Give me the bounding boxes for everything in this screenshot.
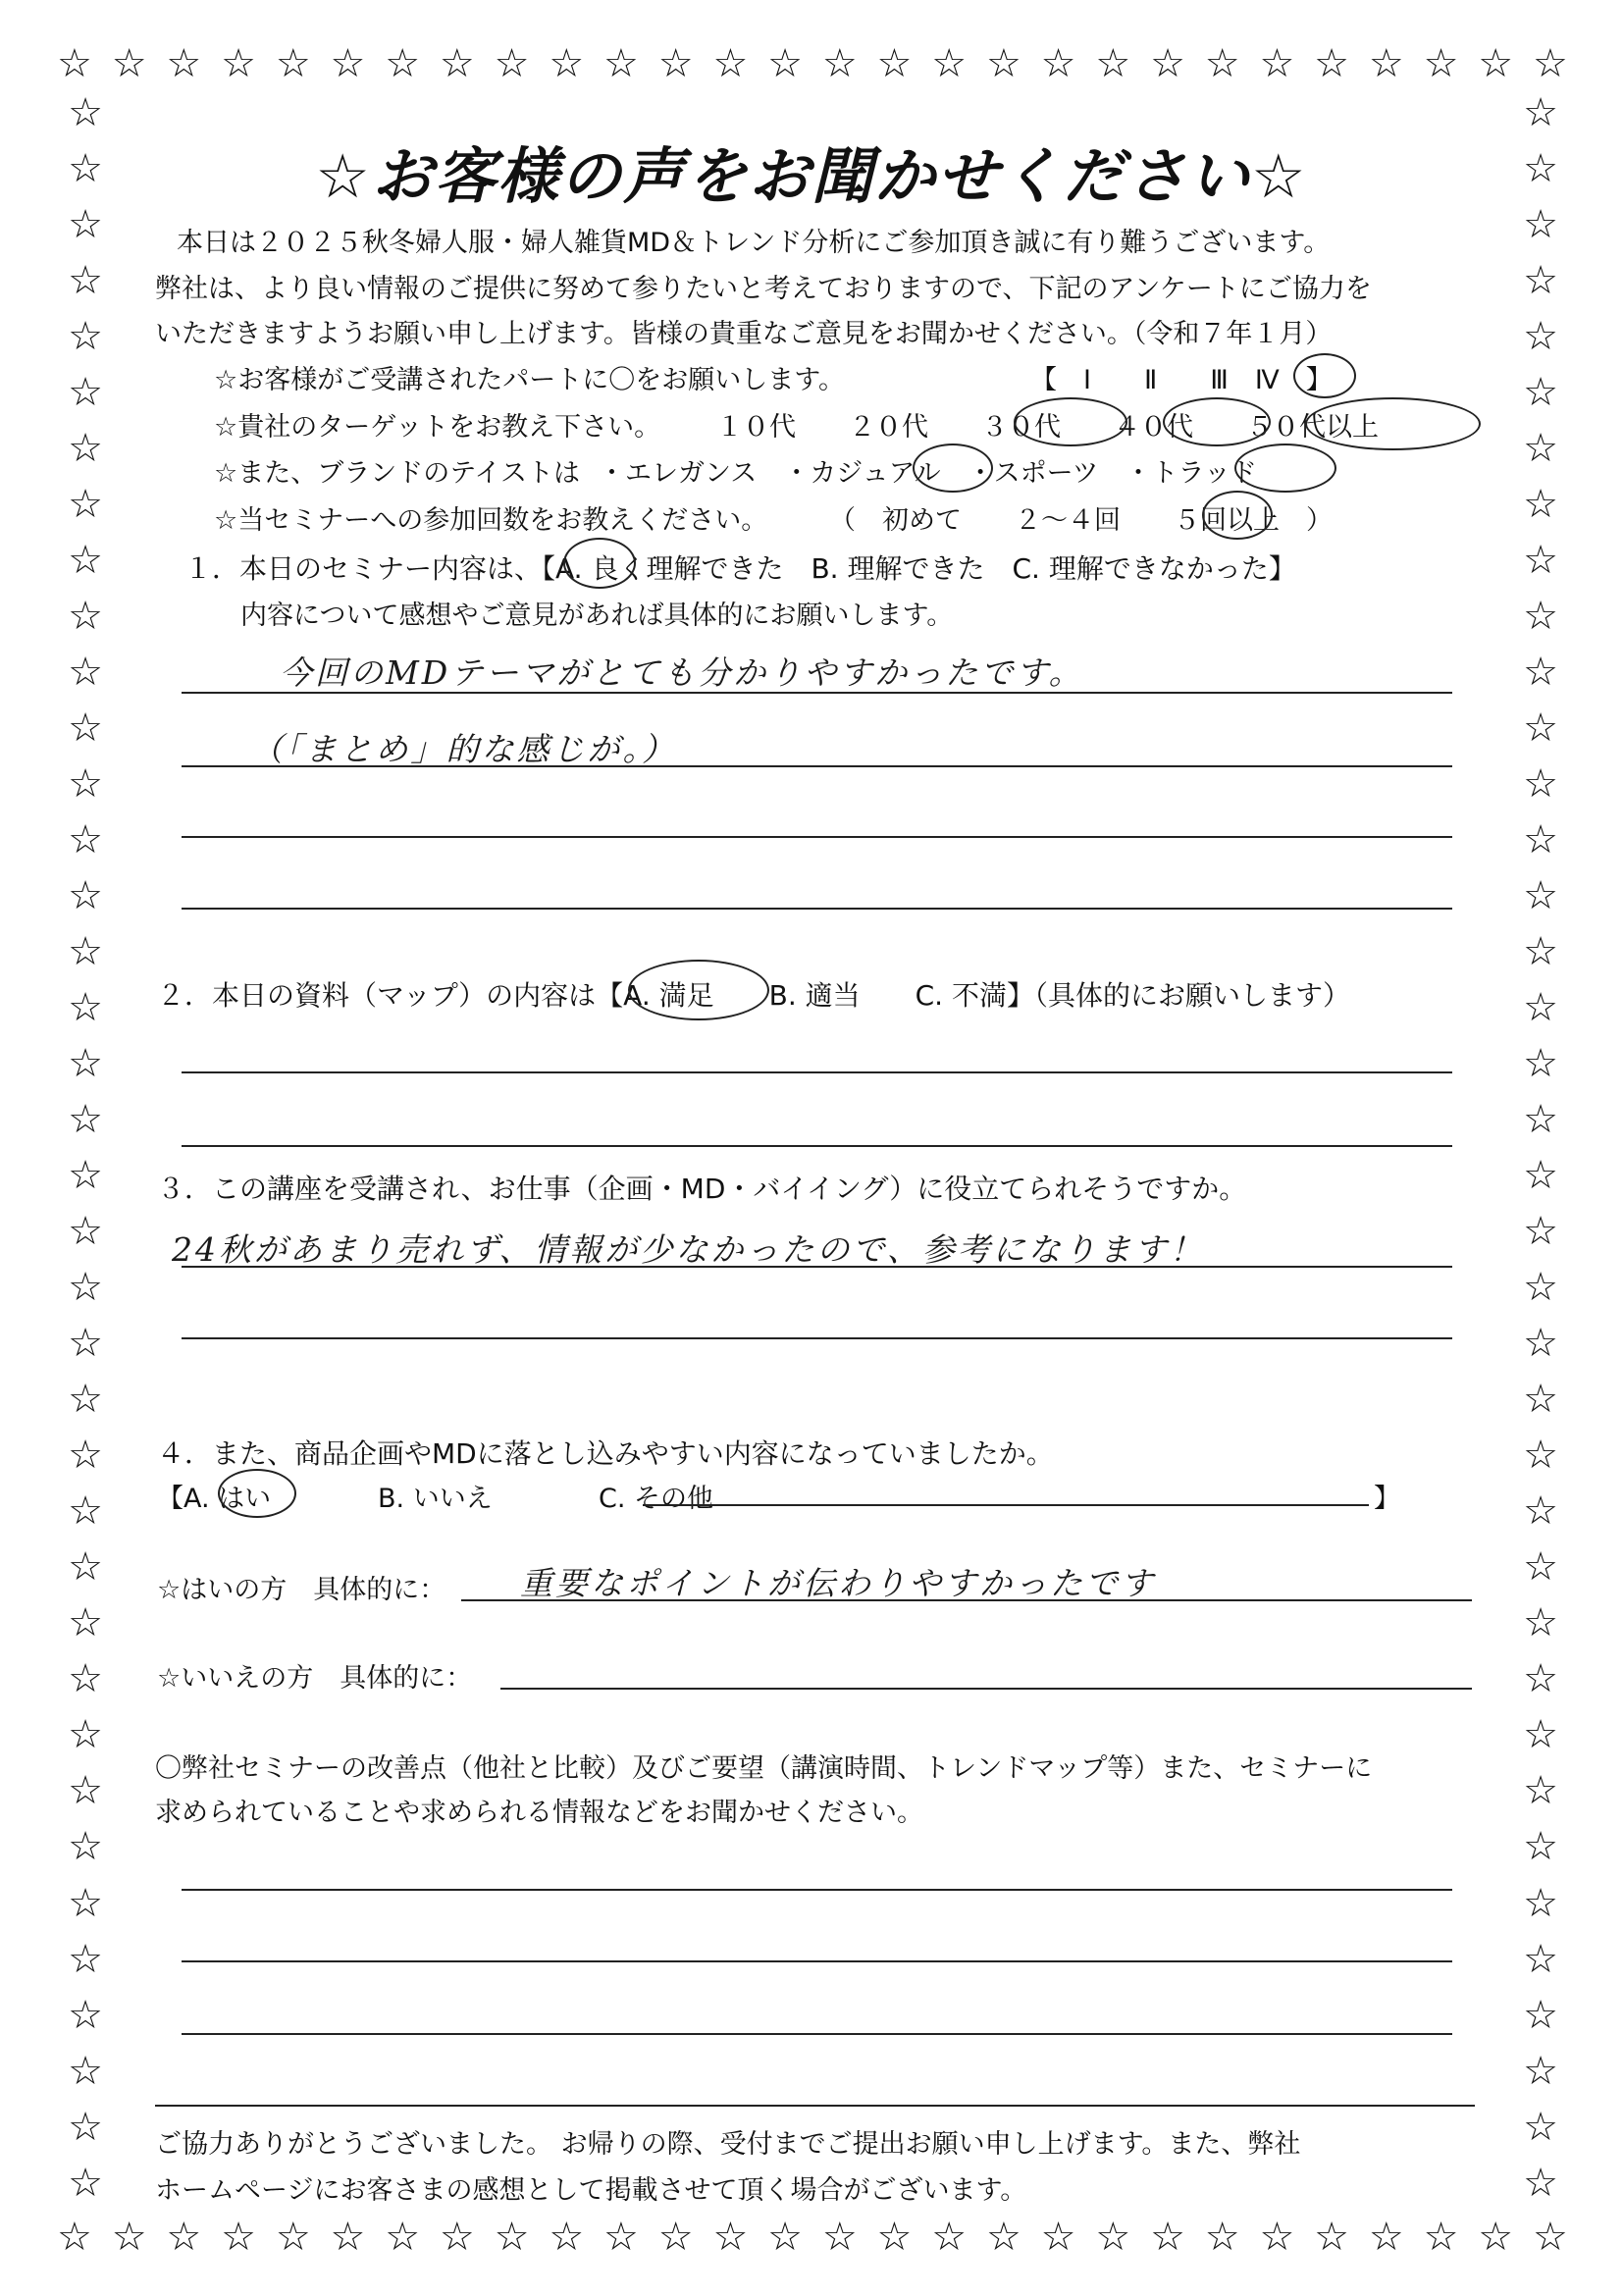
border-star-icon: ☆ (931, 2215, 968, 2260)
q4-option-c[interactable]: C. その他 (599, 1484, 714, 1514)
border-star-icon: ☆ (1523, 370, 1558, 416)
border-star-icon: ☆ (1204, 41, 1240, 86)
border-star-icon: ☆ (68, 1488, 103, 1535)
q4-yes-rule (461, 1599, 1472, 1601)
improve-rule-2 (182, 1960, 1452, 1962)
border-star-icon: ☆ (111, 2215, 147, 2260)
border-star-icon: ☆ (330, 41, 366, 86)
border-star-icon: ☆ (876, 41, 913, 86)
q1-answer-line-2: （「まとめ」的な感じが。） (250, 730, 677, 768)
border-star-icon: ☆ (1523, 1768, 1558, 1814)
q2-question: ２．本日の資料（マップ）の内容は【A. 満足 B. 適当 C. 不満】（具体的にお願いします） (157, 979, 1350, 1012)
border-star-icon: ☆ (68, 1600, 103, 1646)
q3-answer-rule-1 (182, 1266, 1452, 1268)
taste-trad-circle (1234, 444, 1336, 493)
border-star-icon: ☆ (1523, 1992, 1558, 2038)
border-star-icon: ☆ (111, 41, 147, 86)
star-border-left (61, 90, 110, 2206)
border-star-icon: ☆ (68, 1265, 103, 1311)
border-star-icon: ☆ (1523, 538, 1558, 584)
border-star-icon: ☆ (68, 817, 103, 863)
border-star-icon: ☆ (68, 258, 103, 304)
q1-a-circle (563, 538, 636, 589)
border-star-icon: ☆ (1523, 314, 1558, 360)
q2-a-circle (628, 960, 769, 1020)
border-star-icon: ☆ (1523, 650, 1558, 696)
border-star-icon: ☆ (767, 41, 803, 86)
q1-answer-rule-4 (182, 908, 1452, 910)
border-star-icon: ☆ (1523, 1153, 1558, 1199)
border-star-icon: ☆ (876, 2215, 913, 2260)
q1-answer-rule-3 (182, 836, 1452, 838)
improve-line-2: 求められていることや求められる情報などをお聞かせください。 (155, 1798, 923, 1828)
q1-question: １．本日のセミナー内容は、【A. 良く理解できた B. 理解できた C. 理解できなかった】 (184, 552, 1296, 585)
border-star-icon: ☆ (1523, 146, 1558, 192)
border-star-icon: ☆ (68, 1656, 103, 1702)
border-star-icon: ☆ (68, 2104, 103, 2150)
border-star-icon: ☆ (1523, 1097, 1558, 1143)
border-star-icon: ☆ (385, 41, 421, 86)
border-star-icon: ☆ (1314, 2215, 1350, 2260)
part-iv-circle (1293, 353, 1356, 398)
border-star-icon: ☆ (68, 1992, 103, 2038)
border-star-icon: ☆ (1314, 41, 1350, 86)
border-star-icon: ☆ (68, 985, 103, 1031)
q4-yes-circle (218, 1469, 296, 1518)
improve-rule-1 (182, 1889, 1452, 1891)
target-options[interactable]: １０代 ２０代 ３０代 ４０代 ５０代以上 (716, 412, 1379, 443)
border-star-icon: ☆ (767, 2215, 803, 2260)
border-star-icon: ☆ (57, 2215, 92, 2260)
border-star-icon: ☆ (68, 1768, 103, 1814)
star-border-top (57, 39, 1568, 88)
border-star-icon: ☆ (439, 2215, 475, 2260)
border-star-icon: ☆ (1478, 41, 1514, 86)
border-star-icon: ☆ (821, 41, 858, 86)
star-border-right (1516, 90, 1565, 2206)
border-star-icon: ☆ (712, 41, 749, 86)
border-star-icon: ☆ (68, 929, 103, 975)
q1-answer-rule-1 (182, 692, 1452, 694)
q4-option-b[interactable]: B. いいえ (378, 1484, 493, 1514)
border-star-icon: ☆ (1523, 2104, 1558, 2150)
border-star-icon: ☆ (603, 41, 639, 86)
border-star-icon: ☆ (1523, 258, 1558, 304)
border-star-icon: ☆ (68, 1209, 103, 1255)
border-star-icon: ☆ (68, 1544, 103, 1591)
border-star-icon: ☆ (657, 41, 694, 86)
border-star-icon: ☆ (1523, 594, 1558, 640)
border-star-icon: ☆ (68, 1712, 103, 1758)
target-30s-circle (1014, 397, 1127, 446)
border-star-icon: ☆ (1532, 41, 1568, 86)
q3-question: ３．この講座を受講され、お仕事（企画・MD・バイイング）に役立てられそうですか。 (157, 1173, 1247, 1205)
border-star-icon: ☆ (221, 41, 256, 86)
part-options[interactable]: 【 Ⅰ Ⅱ Ⅲ Ⅳ 】 (1030, 365, 1333, 395)
border-star-icon: ☆ (68, 1321, 103, 1367)
border-star-icon: ☆ (657, 2215, 694, 2260)
border-star-icon: ☆ (603, 2215, 639, 2260)
q4-option-close: 】 (1374, 1484, 1400, 1514)
border-star-icon: ☆ (166, 2215, 202, 2260)
target-40s-circle (1163, 397, 1271, 446)
count-label: ☆当セミナーへの参加回数をお教えください。 (214, 505, 768, 536)
border-star-icon: ☆ (68, 1097, 103, 1143)
border-star-icon: ☆ (68, 370, 103, 416)
intro-line-1: 本日は２０２５秋冬婦人服・婦人雑貨MD＆トレンド分析にご参加頂き誠に有り難うございます。 (177, 228, 1331, 258)
border-star-icon: ☆ (1523, 2048, 1558, 2094)
border-star-icon: ☆ (1523, 202, 1558, 248)
border-star-icon: ☆ (57, 41, 92, 86)
border-star-icon: ☆ (68, 2048, 103, 2094)
border-star-icon: ☆ (985, 41, 1021, 86)
border-star-icon: ☆ (275, 2215, 311, 2260)
border-star-icon: ☆ (68, 650, 103, 696)
q2-answer-rule-2 (182, 1145, 1452, 1147)
border-star-icon: ☆ (931, 41, 968, 86)
border-star-icon: ☆ (439, 41, 475, 86)
border-star-icon: ☆ (1523, 1488, 1558, 1535)
border-star-icon: ☆ (1523, 1265, 1558, 1311)
footer-divider (155, 2105, 1475, 2107)
border-star-icon: ☆ (1523, 817, 1558, 863)
taste-label: ☆また、ブランドのテイストは (214, 458, 581, 489)
border-star-icon: ☆ (68, 90, 103, 135)
border-star-icon: ☆ (1523, 1321, 1558, 1367)
q4-yes-label: ☆はいの方 具体的に： (157, 1575, 446, 1605)
border-star-icon: ☆ (1368, 2215, 1404, 2260)
intro-line-2: 弊社は、より良い情報のご提供に努めて参りたいと考えておりますので、下記のアンケートにご協力を (155, 274, 1372, 304)
improve-line-1: 〇弊社セミナーの改善点（他社と比較）及びご要望（講演時間、トレンドマップ等）また、セミナーに (155, 1753, 1373, 1784)
border-star-icon: ☆ (221, 2215, 256, 2260)
border-star-icon: ☆ (1523, 929, 1558, 975)
count-5plus-circle (1202, 491, 1273, 540)
border-star-icon: ☆ (1040, 2215, 1076, 2260)
border-star-icon: ☆ (68, 1153, 103, 1199)
border-star-icon: ☆ (1095, 41, 1131, 86)
border-star-icon: ☆ (68, 202, 103, 248)
q1-answer-rule-2 (182, 765, 1452, 767)
q2-answer-rule-1 (182, 1071, 1452, 1073)
border-star-icon: ☆ (68, 594, 103, 640)
border-star-icon: ☆ (1423, 2215, 1459, 2260)
border-star-icon: ☆ (1204, 2215, 1240, 2260)
q4-question: ４．また、商品企画やMDに落とし込みやすい内容になっていましたか。 (157, 1437, 1054, 1470)
border-star-icon: ☆ (1523, 1824, 1558, 1870)
border-star-icon: ☆ (1259, 41, 1295, 86)
border-star-icon: ☆ (549, 2215, 585, 2260)
border-star-icon: ☆ (1523, 761, 1558, 808)
improve-rule-3 (182, 2033, 1452, 2035)
border-star-icon: ☆ (1523, 1936, 1558, 1982)
border-star-icon: ☆ (275, 41, 311, 86)
border-star-icon: ☆ (712, 2215, 749, 2260)
border-star-icon: ☆ (1523, 482, 1558, 528)
border-star-icon: ☆ (68, 146, 103, 192)
border-star-icon: ☆ (1523, 873, 1558, 919)
footer-line-2: ホームページにお客さまの感想として掲載させて頂く場合がございます。 (155, 2175, 1027, 2206)
border-star-icon: ☆ (1095, 2215, 1131, 2260)
border-star-icon: ☆ (68, 1433, 103, 1479)
target-50s-circle (1305, 397, 1481, 450)
border-star-icon: ☆ (1523, 1041, 1558, 1087)
border-star-icon: ☆ (494, 2215, 530, 2260)
border-star-icon: ☆ (68, 705, 103, 752)
border-star-icon: ☆ (1478, 2215, 1514, 2260)
border-star-icon: ☆ (1523, 1377, 1558, 1423)
border-star-icon: ☆ (1523, 1880, 1558, 1926)
page-title: ☆お客様の声をお聞かせください☆ (315, 140, 1308, 212)
border-star-icon: ☆ (68, 1880, 103, 1926)
border-star-icon: ☆ (1523, 1544, 1558, 1591)
taste-options[interactable]: ・エレガンス ・カジュアル ・スポーツ ・トラッド (599, 458, 1257, 489)
target-label: ☆貴社のターゲットをお教え下さい。 (214, 412, 661, 443)
star-border-bottom (57, 2213, 1568, 2262)
border-star-icon: ☆ (68, 1824, 103, 1870)
border-star-icon: ☆ (1368, 41, 1404, 86)
count-options[interactable]: （ 初めて ２～４回 ５回以上 ） (829, 505, 1333, 536)
border-star-icon: ☆ (1040, 41, 1076, 86)
border-star-icon: ☆ (68, 314, 103, 360)
border-star-icon: ☆ (68, 538, 103, 584)
border-star-icon: ☆ (1259, 2215, 1295, 2260)
border-star-icon: ☆ (166, 41, 202, 86)
border-star-icon: ☆ (1423, 41, 1459, 86)
border-star-icon: ☆ (68, 426, 103, 472)
border-star-icon: ☆ (68, 2160, 103, 2206)
border-star-icon: ☆ (494, 41, 530, 86)
q1-answer-line-1: 今回のMDテーマがとても分かりやすかったです。 (280, 653, 1084, 692)
border-star-icon: ☆ (1523, 2160, 1558, 2206)
border-star-icon: ☆ (1523, 1656, 1558, 1702)
border-star-icon: ☆ (1532, 2215, 1568, 2260)
q4-yes-answer: 重要なポイントが伝わりやすかったです (520, 1564, 1156, 1602)
border-star-icon: ☆ (68, 1936, 103, 1982)
border-star-icon: ☆ (985, 2215, 1021, 2260)
border-star-icon: ☆ (330, 2215, 366, 2260)
border-star-icon: ☆ (1523, 1712, 1558, 1758)
border-star-icon: ☆ (68, 1377, 103, 1423)
border-star-icon: ☆ (1150, 41, 1185, 86)
border-star-icon: ☆ (385, 2215, 421, 2260)
border-star-icon: ☆ (1150, 2215, 1185, 2260)
border-star-icon: ☆ (68, 761, 103, 808)
border-star-icon: ☆ (68, 1041, 103, 1087)
q4-other-rule (643, 1504, 1369, 1506)
q3-answer-rule-2 (182, 1337, 1452, 1339)
intro-line-3: いただきますようお願い申し上げます。皆様の貴重なご意見をお聞かせください。（令和７年１月） (155, 319, 1333, 349)
border-star-icon: ☆ (1523, 705, 1558, 752)
part-label: ☆お客様がご受講されたパートに〇をお願いします。 (214, 365, 846, 395)
border-star-icon: ☆ (1523, 1600, 1558, 1646)
border-star-icon: ☆ (68, 873, 103, 919)
q4-no-label: ☆いいえの方 具体的に： (157, 1663, 473, 1694)
q3-answer: 24秋があまり売れず、情報が少なかったので、参考になります！ (172, 1230, 1205, 1269)
border-star-icon: ☆ (549, 41, 585, 86)
border-star-icon: ☆ (68, 482, 103, 528)
q1-subtext: 内容について感想やご意見があれば具体的にお願いします。 (240, 600, 954, 631)
border-star-icon: ☆ (1523, 1209, 1558, 1255)
footer-line-1: ご協力ありがとうございました。 お帰りの際、受付までご提出お願い申し上げます。また、弊社 (155, 2129, 1301, 2160)
taste-casual-circle (913, 444, 993, 493)
border-star-icon: ☆ (1523, 90, 1558, 135)
border-star-icon: ☆ (1523, 1433, 1558, 1479)
q4-no-rule (500, 1688, 1472, 1690)
border-star-icon: ☆ (821, 2215, 858, 2260)
q4-option-a[interactable]: 【A. はい (157, 1484, 272, 1514)
border-star-icon: ☆ (1523, 426, 1558, 472)
border-star-icon: ☆ (1523, 985, 1558, 1031)
